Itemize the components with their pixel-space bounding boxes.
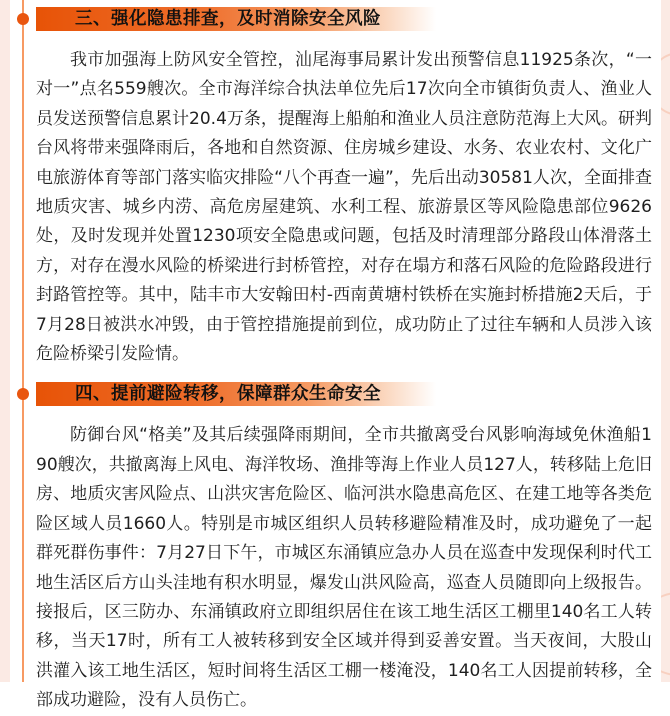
section-heading: 四、提前避险转移，保障群众生命安全 <box>36 382 436 406</box>
decorative-circle-icon <box>661 592 670 676</box>
timeline-dot-icon <box>17 13 29 25</box>
section-heading-row <box>36 7 652 31</box>
timeline-dot-icon <box>17 388 29 400</box>
left-margin-strip <box>0 0 10 682</box>
right-margin-strip <box>661 0 670 682</box>
section-hazard-inspection <box>36 7 652 369</box>
timeline-line <box>22 0 24 682</box>
section-heading: 三、强化隐患排查，及时消除安全风险 <box>36 7 436 31</box>
section-paragraph: 防御台风“格美”及其后续强降雨期间，全市共撤离受台风影响海域免休渔船190艘次，共撤离海上风电、海洋牧场、渔排等海上作业人员127人，转移陆上危旧房、地质灾害风险点、山洪灾害危险区、临河洪水隐患高危区、在建工地等各类危险区域人员1660人。特别是市城区组织人员转移避险精准及时，成功避免了一起群死群伤事件：7月27日下午，市城区东涌镇应急办人员在巡查中发现保利时代工地生活区后方山头洼地有积水明显，爆发山洪风险高，巡查人员随即向上级报告。接报后，区三防办、东涌镇政府立即组织居住在该工地生活区工棚里140名工人转移，当天17时，所有工人被转移到安全区域并得到妥善安置。当天夜间，大股山洪灌入该工地生活区，短时间将生活区工棚一楼淹没，140名工人因提前转移，全部成功避险，没有人员伤亡。 <box>36 425 652 711</box>
section-evacuation-transfer <box>36 382 652 715</box>
section-heading-row <box>36 382 652 406</box>
decorative-circle-icon <box>661 52 670 116</box>
article-content <box>36 0 652 716</box>
section-paragraph: 我市加强海上防风安全管控，汕尾海事局累计发出预警信息11925条次，“一对一”点名559艘次。全市海洋综合执法单位先后17次向全市镇街负责人、渔业人员发送预警信息累计20.4万条，提醒海上船舶和渔业人员注意防范海上大风。研判台风将带来强降雨后，各地和自然资源、住房城乡建设、水务、农业农村、文化广电旅游体育等部门落实临灾排险“八个再查一遍”，先后出动30581人次，全面排查地质灾害、城乡内涝、高危房屋建筑、水利工程、旅游景区等风险隐患部位9626处，及时发现并处置1230项安全隐患或问题，包括及时清理部分路段山体滑落土方，对存在漫水风险的桥梁进行封桥管控，对存在塌方和落石风险的危险路段进行封路管控等。其中，陆丰市大安翰田村-西南黄塘村铁桥在实施封桥措施2天后，于7月28日被洪水冲毁，由于管控措施提前到位，成功防止了过往车辆和人员涉入该危险桥梁引发险情。 <box>36 50 652 365</box>
